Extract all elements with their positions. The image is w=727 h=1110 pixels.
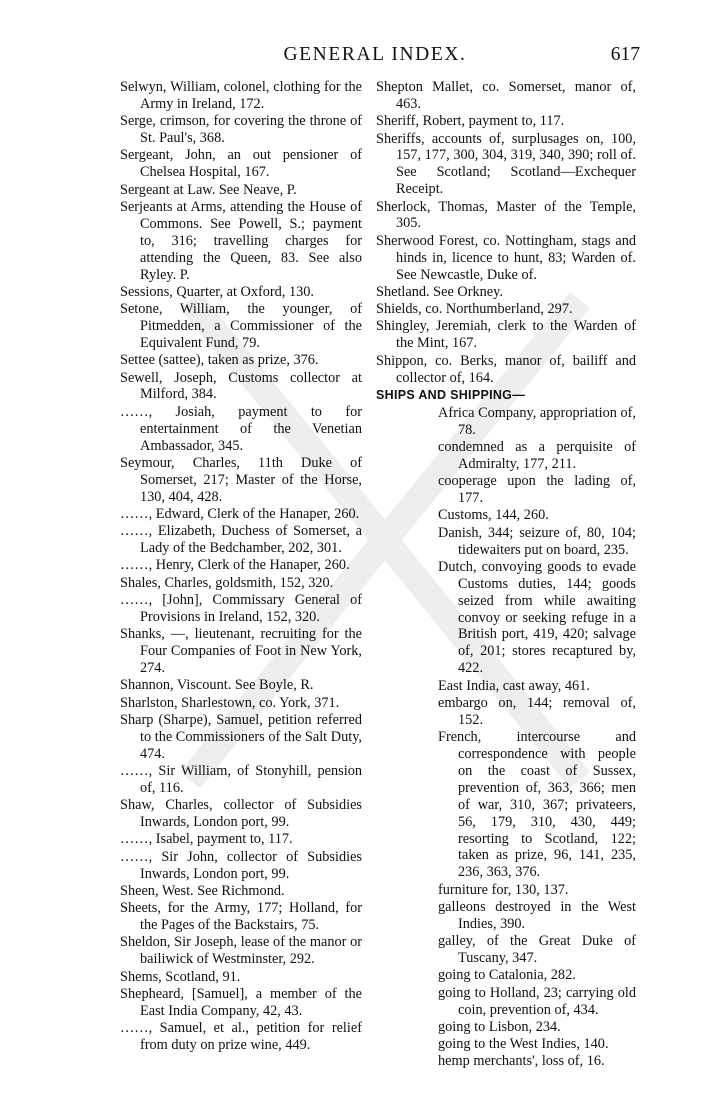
index-subentry: galleons destroyed in the West Indies, 390. [438, 898, 636, 932]
index-entry: ……, Isabel, payment to, 117. [120, 831, 293, 848]
index-subentry: hemp merchants', loss of, 16. [438, 1053, 605, 1070]
index-entry: Shingley, Jeremiah, clerk to the Warden of the Mint, 167. [376, 318, 636, 352]
index-entry: Shepton Mallet, co. Somerset, manor of, 463. [376, 79, 636, 112]
index-entry: Sergeant, John, an out pensioner of Chelsea Hospital, 167. [120, 147, 362, 181]
index-entry: ……, Sir William, of Stonyhill, pension of, 116. [120, 763, 362, 796]
index-entry: Sheldon, Sir Joseph, lease of the manor or bailiwick of Westminster, 292. [120, 934, 362, 968]
index-entry: Shanks, —, lieutenant, recruiting for the Four Companies of Foot in New York, 274. [120, 626, 362, 677]
index-entry: ……, Henry, Clerk of the Hanaper, 260. [120, 557, 350, 574]
index-subentry: furniture for, 130, 137. [438, 881, 569, 898]
index-entry: ……, [John], Commissary General of Provisions in Ireland, 152, 320. [120, 592, 362, 625]
index-subentry: going to Holland, 23; carrying old coin, prevention of, 434. [438, 984, 636, 1018]
index-entry: Shannon, Viscount. See Boyle, R. [120, 677, 314, 694]
index-subentry: French, intercourse and correspondence with people on the coast of Sussex, prevention of, 363, 366; men of war, 310, 367; privateers, 56, 179, 310, 430, 449; resorting to Scotland, 122; taken as prize, 96, 141, 235, 236, 363, 376. [438, 729, 636, 881]
index-entry: Shetland. See Orkney. [376, 283, 503, 300]
index-subentry: cooperage upon the lading of, 177. [438, 473, 636, 507]
index-entry: Seymour, Charles, 11th Duke of Somerset, 217; Master of the Horse, 130, 404, 428. [120, 454, 362, 505]
index-subentry: going to the West Indies, 140. [438, 1036, 609, 1053]
index-entry: Setone, William, the younger, of Pitmedden, a Commissioner of the Equivalent Fund, 79. [120, 301, 362, 351]
index-column-left [120, 79, 362, 1054]
index-entry: Sergeant at Law. See Neave, P. [120, 181, 297, 198]
index-subentry: going to Lisbon, 234. [438, 1018, 561, 1035]
index-entry: ……, Elizabeth, Duchess of Somerset, a Lady of the Bedchamber, 202, 301. [120, 523, 362, 557]
index-subentry: embargo on, 144; removal of, 152. [438, 694, 636, 728]
index-entry: Serge, crimson, for covering the throne of St. Paul's, 368. [120, 113, 362, 147]
index-entry: Sherlock, Thomas, Master of the Temple, 305. [376, 198, 636, 232]
page-title: GENERAL INDEX. [283, 44, 467, 65]
index-entry: Sheen, West. See Richmond. [120, 882, 285, 899]
index-subentry: Danish, 344; seizure of, 80, 104; tidewaiters put on board, 235. [438, 524, 636, 558]
index-subentry: condemned as a perquisite of Admiralty, 177, 211. [438, 438, 636, 472]
index-subentry: Dutch, convoying goods to evade Customs duties, 144; goods seized from while awaiting convoy or seeking refuge in a British port, 419, 420; salvage of, 201; stores recaptured by, 422. [438, 558, 636, 677]
index-entry: Sheets, for the Army, 177; Holland, for the Pages of the Backstairs, 75. [120, 900, 362, 934]
index-subentry: galley, of the Great Duke of Tuscany, 347. [438, 933, 636, 967]
index-entry: Selwyn, William, colonel, clothing for the Army in Ireland, 172. [120, 79, 362, 112]
index-entry: ……, Samuel, et al., petition for relief from duty on prize wine, 449. [120, 1020, 362, 1054]
section-heading: SHIPS AND SHIPPING— [376, 388, 526, 403]
index-entry: Sessions, Quarter, at Oxford, 130. [120, 283, 314, 300]
index-entry: Sharlston, Sharlestown, co. York, 371. [120, 694, 340, 711]
page-number: 617 [610, 44, 640, 65]
index-entry: Settee (sattee), taken as prize, 376. [120, 352, 319, 369]
right-main-entries [376, 79, 636, 386]
index-entry: ……, Josiah, payment to for entertainment of the Venetian Ambassador, 345. [120, 403, 362, 454]
index-entry: Sheriff, Robert, payment to, 117. [376, 113, 565, 130]
ships-subentries [376, 405, 636, 1071]
index-entry: Sewell, Joseph, Customs collector at Milford, 384. [120, 369, 362, 403]
index-entry: Shaw, Charles, collector of Subsidies Inwards, London port, 99. [120, 797, 362, 831]
index-entry: Sherwood Forest, co. Nottingham, stags and hinds in, licence to hunt, 83; Warden of. See Newcastle, Duke of. [376, 232, 636, 283]
index-entry: Shepheard, [Samuel], a member of the East India Company, 42, 43. [120, 985, 362, 1019]
page-header [110, 44, 640, 72]
index-subentry: Customs, 144, 260. [438, 507, 549, 524]
index-entry: ……, Edward, Clerk of the Hanaper, 260. [120, 505, 360, 522]
index-entry: Sheriffs, accounts of, surplusages on, 100, 157, 177, 300, 304, 319, 340, 390; roll of. See Scotland; Scotland—Exchequer Receipt. [376, 130, 636, 198]
index-entry: Shields, co. Northumberland, 297. [376, 301, 573, 318]
index-subentry: Africa Company, appropriation of, 78. [438, 404, 636, 438]
index-entry: Serjeants at Arms, attending the House of Commons. See Powell, S.; payment to, 316; travelling charges for attending the Queen, 83. See also Ryley. P. [120, 198, 362, 283]
index-column-right [376, 79, 636, 1071]
index-entry: Shippon, co. Berks, manor of, bailiff and collector of, 164. [376, 352, 636, 386]
index-entry: Shales, Charles, goldsmith, 152, 320. [120, 574, 334, 591]
index-entry: Shems, Scotland, 91. [120, 968, 241, 985]
index-subentry: East India, cast away, 461. [438, 677, 590, 694]
index-entry: ……, Sir John, collector of Subsidies Inwards, London port, 99. [120, 848, 362, 882]
index-subentry: going to Catalonia, 282. [438, 967, 576, 984]
index-entry: Sharp (Sharpe), Samuel, petition referred to the Commissioners of the Salt Duty, 474. [120, 711, 362, 762]
